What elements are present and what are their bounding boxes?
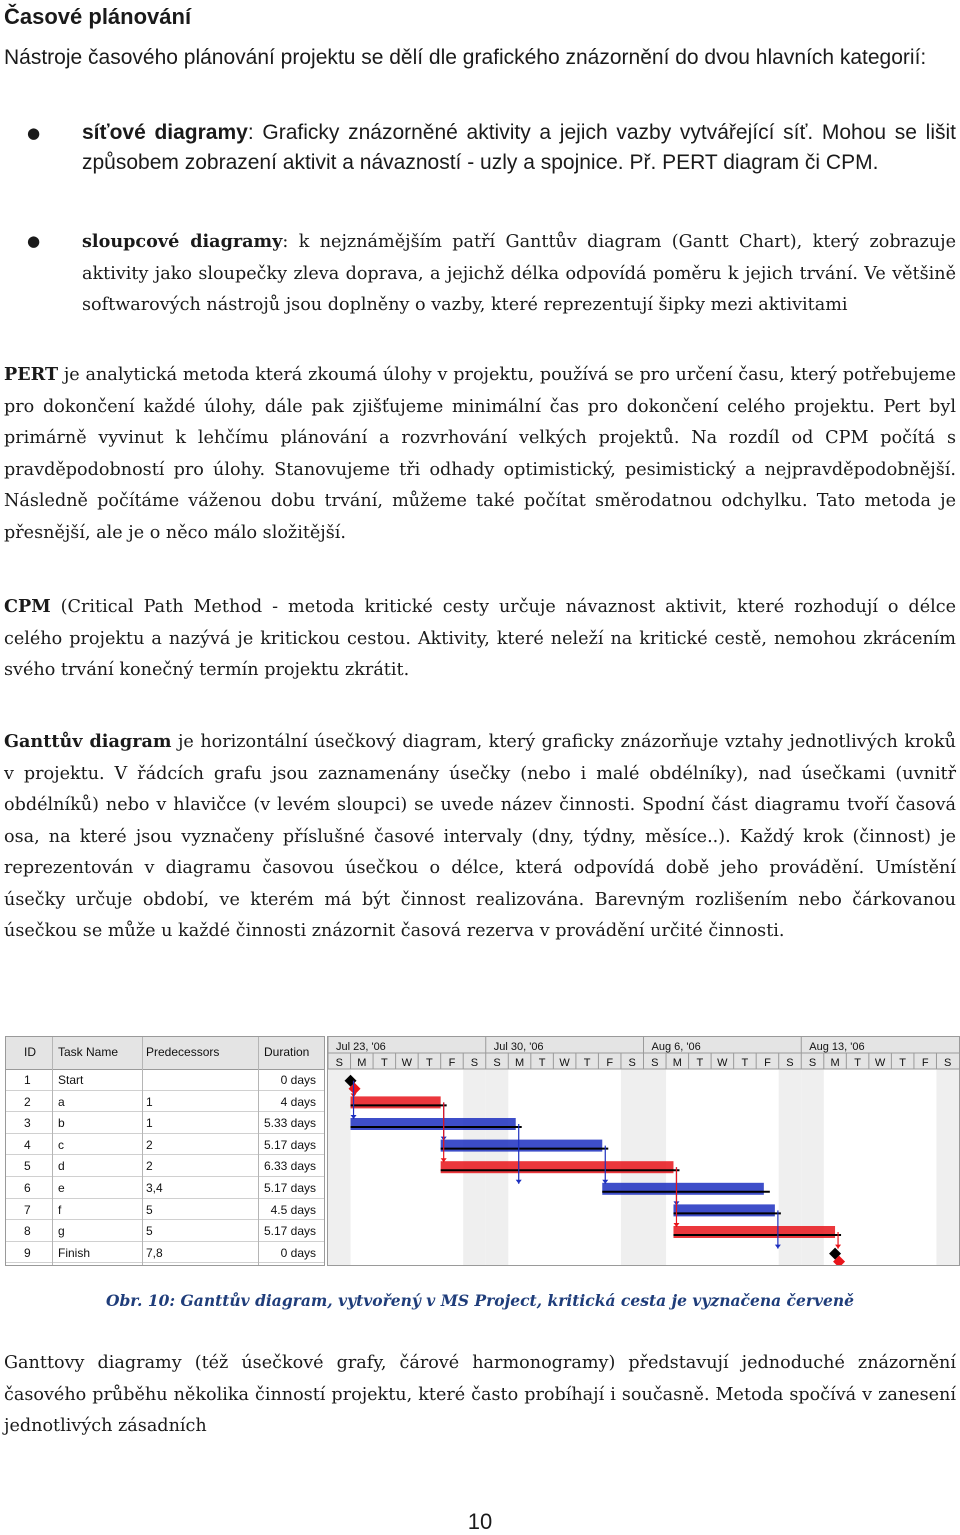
day-label: T	[583, 1057, 591, 1069]
task-bar	[673, 1226, 835, 1238]
task-bar	[602, 1183, 764, 1195]
cpm-paragraph	[4, 591, 956, 687]
day-label: F	[921, 1057, 929, 1069]
task-id: 3	[24, 1116, 31, 1131]
bullet-bar-diagrams	[27, 226, 956, 322]
day-label: S	[808, 1057, 817, 1069]
figure-caption: Obr. 10: Ganttův diagram, vytvořený v MS Project, kritická cesta je vyznačena červeně	[105, 1291, 855, 1310]
intro-paragraph: Nástroje časového plánování projektu se dělí dle grafického znázornění do dvou hlavních kategorií:	[4, 46, 927, 69]
task-id: 4	[24, 1137, 31, 1152]
task-name: f	[58, 1202, 62, 1217]
task-name: a	[58, 1094, 65, 1109]
day-label: M	[357, 1057, 367, 1069]
task-bar	[351, 1096, 441, 1108]
cpm-term: CPM	[4, 596, 51, 617]
task-predecessors: 2	[146, 1159, 153, 1174]
day-label: T	[899, 1057, 907, 1069]
task-id: 1	[24, 1073, 31, 1087]
task-name: g	[58, 1224, 65, 1239]
task-bar	[441, 1161, 674, 1173]
day-label: T	[380, 1057, 388, 1069]
bullet-dot-icon: ●	[27, 124, 41, 142]
bullet-term: síťové diagramy	[82, 121, 248, 144]
day-label: S	[470, 1057, 479, 1069]
task-predecessors: 5	[146, 1224, 153, 1239]
section-heading: Časové plánování	[4, 4, 192, 29]
table-row	[6, 1221, 324, 1242]
gantt-term: Ganttův diagram	[4, 731, 172, 752]
task-predecessors: 7,8	[146, 1245, 163, 1260]
task-bar	[673, 1204, 774, 1216]
task-id: 6	[24, 1181, 31, 1195]
col-divider	[258, 1037, 259, 1265]
dependency-arrowhead	[835, 1245, 841, 1249]
task-predecessors: 5	[146, 1202, 153, 1217]
bullet-dot-icon: ●	[27, 232, 41, 250]
task-duration: 5.17 days	[263, 1181, 316, 1195]
col-task-name: Task Name	[58, 1045, 119, 1059]
task-name: Finish	[58, 1245, 91, 1260]
day-label: T	[741, 1057, 749, 1069]
day-label: S	[628, 1057, 636, 1069]
task-name: e	[58, 1181, 65, 1195]
col-predecessors: Predecessors	[146, 1045, 220, 1059]
day-label: W	[401, 1057, 413, 1069]
table-row	[6, 1092, 324, 1113]
task-duration: 0 days	[280, 1073, 316, 1087]
task-name: d	[58, 1159, 65, 1174]
day-label: M	[830, 1057, 840, 1069]
task-duration: 5.17 days	[263, 1224, 316, 1239]
col-duration: Duration	[264, 1045, 310, 1059]
task-predecessors: 1	[146, 1094, 153, 1109]
table-row	[6, 1178, 324, 1199]
task-bar	[351, 1118, 516, 1130]
bullet-term: sloupcové diagramy	[82, 231, 283, 252]
week-label: Jul 30, '06	[493, 1041, 544, 1053]
pert-paragraph	[4, 359, 956, 549]
task-duration: 5.17 days	[263, 1137, 316, 1152]
day-label: S	[335, 1057, 343, 1069]
day-label: S	[786, 1057, 794, 1069]
bullet-network-diagrams	[27, 118, 957, 178]
task-duration: 4.5 days	[270, 1202, 316, 1217]
task-id: 7	[24, 1202, 31, 1217]
page-number: 10	[467, 1509, 493, 1534]
col-id: ID	[24, 1045, 36, 1059]
day-label: S	[493, 1057, 501, 1069]
day-label: T	[426, 1057, 433, 1069]
day-label: M	[672, 1057, 682, 1069]
bullet-text: : k nejznámějším patří Ganttův diagram (Gantt Chart), který zobrazuje aktivity jako sloupečky zleva doprava, a jejichž délka odpovídá poměru k jejich trvání. Ve většině softwarových nástrojů jsou doplněny o vazby, které reprezentují šipky mezi aktivitami	[82, 232, 956, 315]
day-label: T	[696, 1057, 704, 1069]
task-id: 9	[24, 1245, 31, 1260]
table-row	[6, 1113, 324, 1134]
gantt-chart	[327, 1036, 960, 1266]
table-row	[6, 1135, 324, 1156]
weekend-shading	[328, 1069, 351, 1265]
day-label: F	[764, 1057, 771, 1069]
day-label: T	[538, 1057, 546, 1069]
week-label: Aug 6, '06	[651, 1041, 701, 1053]
gantt-figure	[0, 1036, 960, 1268]
task-name: Start	[58, 1073, 84, 1087]
dependency-arrowhead	[516, 1180, 522, 1184]
table-row	[6, 1156, 324, 1177]
task-duration: 6.33 days	[263, 1159, 316, 1174]
table-row	[6, 1243, 324, 1264]
week-label: Aug 13, '06	[809, 1041, 865, 1053]
task-predecessors: 3,4	[146, 1181, 163, 1195]
day-label: F	[448, 1057, 456, 1069]
gantt-paragraph	[4, 726, 956, 948]
day-label: T	[854, 1057, 861, 1069]
task-name: b	[58, 1116, 65, 1131]
col-divider	[52, 1037, 53, 1265]
col-divider	[142, 1037, 143, 1265]
day-label: W	[559, 1057, 570, 1069]
day-label: W	[874, 1057, 886, 1069]
bullet-text: : Graficky znázorněné aktivity a jejich vazby vytvářející síť. Mohou se lišit způsobem zobrazení aktivit a návazností - uzly a spojnice. Př. PERT diagram či CPM.	[82, 121, 957, 174]
task-bar	[441, 1140, 603, 1152]
task-id: 2	[24, 1094, 31, 1109]
day-label: S	[651, 1057, 659, 1069]
task-table	[5, 1036, 325, 1266]
pert-term: PERT	[4, 364, 59, 385]
task-predecessors: 1	[146, 1116, 153, 1131]
table-row	[6, 1200, 324, 1221]
gantt-text: je horizontální úsečkový diagram, který graficky znázorňuje vztahy jednotlivých kroků v projektu. V řádcích grafu jsou zaznamenány úsečky (nebo i malé obdélníky), nad úsečkami (uvnitř obdélníků) nebo v hlavičce (v levém sloupci) se uvede název činnosti. Spodní část diagramu tvoří časová osa, na které jsou vyznačeny příslušné časové intervaly (dny, týdny, měsíce..). Každý krok (činnost) je reprezentován v diagramu časovou úsečkou o délce, která odpovídá době jeho provádění. Umístění úsečky určuje období, ve kterém má být činnost realizována. Barevným rozlišením nebo čárkovanou úsečkou se může u každé činnosti znázornit časová rezerva v provádění určité činnosti.	[4, 732, 956, 941]
task-predecessors: 2	[146, 1137, 153, 1152]
week-label: Jul 23, '06	[336, 1041, 386, 1053]
day-label: S	[944, 1057, 952, 1069]
task-name: c	[58, 1137, 64, 1152]
task-duration: 0 days	[280, 1245, 316, 1260]
task-duration: 4 days	[280, 1094, 316, 1109]
task-id: 5	[24, 1159, 31, 1174]
pert-text: je analytická metoda která zkoumá úlohy v projektu, používá se pro určení času, který potřebujeme pro dokončení každé úlohy, dále pak zjišťujeme minimální čas pro dokončení celého projektu. Pert byl primárně vyvinut k lehčímu plánování a rozvrhování velkých projektů. Na rozdíl od CPM počítá s pravděpodobností pro úlohy. Stanovujeme tři odhady optimistický, pesimistický a nejpravděpodobnější. Následně počítáme váženou dobu trvání, můžeme také počítat směrodatnou odchylku. Tato metoda je přesnější, ale je o něco málo složitější.	[4, 365, 956, 543]
cpm-text: (Critical Path Method - metoda kritické cesty určuje návaznost aktivit, které rozhodují o délce celého projektu a nazývá je kritickou cestou. Aktivity, které neleží na kritické cestě, nemohou zkrácením svého trvání konečný termín projektu zkrátit.	[4, 597, 956, 680]
closing-paragraph: Ganttovy diagramy (též úsečkové grafy, čárové harmonogramy) představují jednoduché znázornění časového průběhu několika činností projektu, které často probíhají i současně. Metoda spočívá v zanesení jednotlivých zásadních	[4, 1353, 956, 1436]
day-label: W	[717, 1057, 728, 1069]
task-duration: 5.33 days	[263, 1116, 316, 1131]
weekend-shading	[936, 1069, 959, 1265]
day-label: F	[606, 1057, 614, 1069]
task-table-header	[6, 1037, 324, 1070]
table-row	[6, 1070, 324, 1091]
task-id: 8	[24, 1224, 31, 1239]
day-label: M	[514, 1057, 525, 1069]
